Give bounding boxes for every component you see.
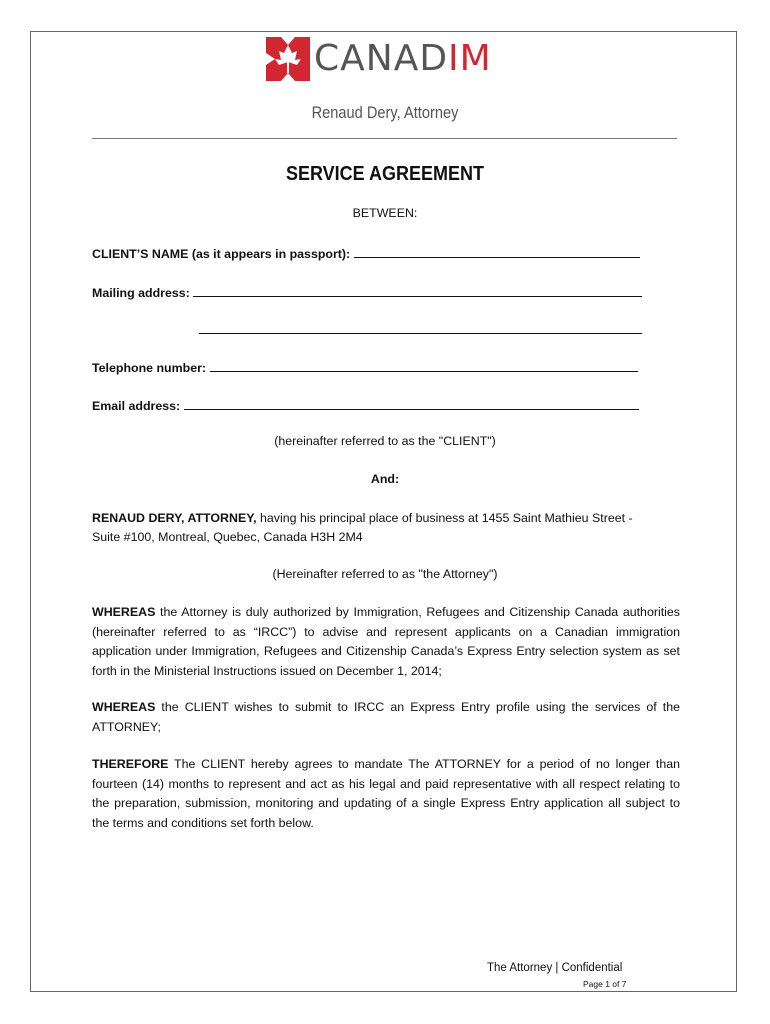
logo-wordmark [314,36,492,82]
between-label: BETWEEN: [352,206,418,220]
header-divider [92,138,677,139]
telephone-blank[interactable] [210,359,638,372]
company-logo [266,36,492,82]
whereas-2-text: the CLIENT wishes to submit to IRCC an Express Entry profile using the services of the ATTORNEY; [92,700,680,734]
therefore-keyword: THEREFORE [92,757,169,771]
client-name-blank[interactable] [354,245,640,258]
logo-text-im: IM [448,38,492,79]
attorney-line-1 [92,511,633,525]
whereas-1-keyword: WHEREAS [92,605,156,619]
attorney-name: RENAUD DERY, ATTORNEY, [92,511,257,525]
client-reference: (hereinafter referred to as the "CLIENT") [274,434,496,448]
mailing-address-line-2 [199,321,642,337]
client-name-row [92,245,640,261]
therefore-text: The CLIENT hereby agrees to mandate The ATTORNEY for a period of no longer than fourteen (14) months to represent and act as his legal and paid representative with all respect relating to the preparation, submission, monitoring and updating of a single Express Entry application all subject to the terms and conditions set forth below. [92,757,680,830]
document-title: SERVICE AGREEMENT [285,163,485,185]
and-label: And: [370,472,400,486]
attorney-reference: (Hereinafter referred to as "the Attorney") [272,567,498,581]
whereas-1-text: the Attorney is duly authorized by Immigration, Refugees and Citizenship Canada authorities (hereinafter referred to as “IRCC”) to advise and represent applicants on a Canadian immigration application under Immigration, Refugees and Citizenship Canada’s Express Entry selection system as set forth in the Ministerial Instructions issued on December 1, 2014; [92,605,680,678]
email-row [92,397,639,413]
attorney-address-1: having his principal place of business at 1455 Saint Mathieu Street - [256,511,633,525]
maple-leaf-icon [266,37,310,81]
email-label: Email address: [92,399,181,413]
mailing-address-label: Mailing address: [92,286,190,300]
telephone-row [92,359,638,375]
whereas-2-keyword: WHEREAS [92,700,156,714]
attorney-header: Renaud Dery, Attorney [311,103,459,122]
telephone-label: Telephone number: [92,361,207,375]
email-blank[interactable] [184,397,639,410]
client-name-label: CLIENT’S NAME (as it appears in passport): [92,247,351,261]
mailing-address-blank[interactable] [193,284,642,297]
footer-confidential: The Attorney | Confidential [487,962,623,974]
page-number: Page 1 of 7 [583,979,627,989]
logo-text-canad: CANAD [314,38,449,79]
mailing-address-blank-2[interactable] [199,321,642,334]
whereas-paragraph-2 [92,698,680,737]
whereas-paragraph-1 [92,603,680,681]
therefore-paragraph [92,755,680,833]
mailing-address-row [92,284,642,300]
attorney-address-2: Suite #100, Montreal, Quebec, Canada H3H 2M4 [92,530,363,544]
